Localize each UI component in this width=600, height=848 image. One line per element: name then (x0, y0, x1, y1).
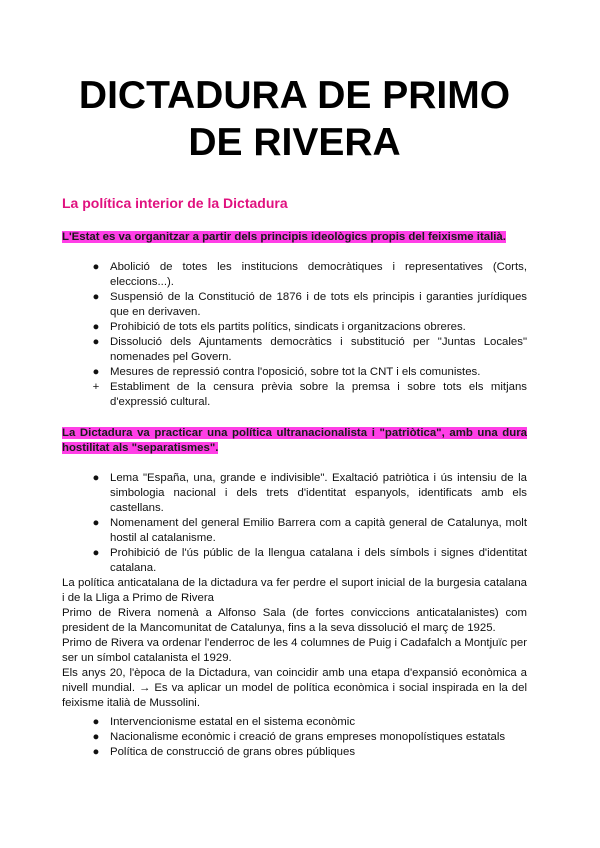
bullet-icon: ● (92, 366, 100, 378)
list-item (80, 471, 527, 516)
list-item-text: Mesures de repressió contra l'oposició, sobre tot la CNT i els comunistes. (110, 366, 481, 378)
list-item (80, 365, 527, 380)
paragraph-line: Els anys 20, l'època de la Dictadura, van coincidir amb una etapa d'expansió econòmica a nivell mundial. (62, 667, 527, 694)
list-item (80, 335, 527, 365)
measures-list (80, 260, 527, 410)
highlight-text-1: L'Estat es va organitzar a partir dels principis ideològics propis del feixisme italià. (62, 231, 506, 243)
list-item-text: Abolició de totes les institucions democràtiques i representatives (Corts, eleccions...). (110, 261, 527, 288)
paragraph: Primo de Rivera va ordenar l'enderroc de les 4 columnes de Puig i Cadafalch a Montjuïc per ser un símbol catalanista el 1929. (62, 637, 527, 664)
section-heading: La política interior de la Dictadura (62, 195, 288, 211)
list-item (80, 715, 527, 730)
list-item-text: Suspensió de la Constitució de 1876 i de tots els principis i garanties jurídiques que en derivaven. (110, 291, 527, 318)
list-item-text: Dissolució dels Ajuntaments democràtics i substitució per "Juntas Locales" nomenades pel Govern. (110, 336, 527, 363)
nationalism-list (80, 471, 527, 576)
list-item (80, 290, 527, 320)
paragraph: La política anticatalana de la dictadura va fer perdre el suport inicial de la burgesia catalana i de la Lliga a Primo de Rivera (62, 577, 527, 604)
list-item-text: Política de construcció de grans obres públiques (110, 746, 356, 758)
bullet-icon: ● (92, 291, 100, 303)
paragraph: Primo de Rivera nomenà a Alfonso Sala (de fortes conviccions anticatalanistes) com president de la Mancomunitat de Catalunya, fins a la seva dissolució el març de 1925. (62, 607, 527, 634)
bullet-icon: ● (92, 547, 100, 559)
economic-policy-list (80, 715, 527, 760)
list-item (80, 730, 527, 745)
plus-bullet-icon: + (92, 381, 100, 393)
list-item-text: Prohibició de tots els partits polítics, sindicats i organitzacions obreres. (110, 321, 466, 333)
bullet-icon: ● (92, 261, 100, 273)
list-item (80, 320, 527, 335)
highlighted-statement-2 (62, 426, 527, 456)
list-item-text: Establiment de la censura prèvia sobre la premsa i sobre tots els mitjans d'expressió cultural. (110, 381, 527, 408)
bullet-icon: ● (92, 336, 100, 348)
bullet-icon: ● (92, 746, 100, 758)
paragraph (62, 666, 527, 711)
arrow-paragraph-line: → Es va aplicar un model de política econòmica i social inspirada en la del feixisme italià de Mussolini. (62, 682, 527, 709)
list-item-text: Intervencionisme estatal en el sistema econòmic (110, 716, 356, 728)
highlight-text-2: La Dictadura va practicar una política ultranacionalista i "patriòtica", amb una dura hostilitat als "separatismes". (62, 427, 527, 454)
list-item (80, 546, 527, 576)
list-item (80, 745, 527, 760)
bullet-icon: ● (92, 472, 100, 484)
bullet-icon: ● (92, 716, 100, 728)
list-item-text: Nacionalisme econòmic i creació de grans empreses monopolístiques estatals (110, 731, 506, 743)
list-item-text: Nomenament del general Emilio Barrera com a capità general de Catalunya, molt hostil al catalanisme. (110, 517, 527, 544)
list-item (80, 380, 527, 410)
highlighted-statement-1 (62, 230, 527, 245)
bullet-icon: ● (92, 517, 100, 529)
list-item (80, 516, 527, 546)
page-title: DICTADURA DE PRIMO DE RIVERA (78, 74, 511, 164)
bullet-icon: ● (92, 731, 100, 743)
list-item-text: Prohibició de l'ús públic de la llengua catalana i dels símbols i signes d'identitat catalana. (110, 547, 527, 574)
bullet-icon: ● (92, 321, 100, 333)
list-item-text: Lema "España, una, grande e indivisible". Exaltació patriòtica i ús intensiu de la simbologia nacional i dels trets d'identitat espanyols, identificats amb els castellans. (110, 472, 527, 514)
list-item (80, 260, 527, 290)
